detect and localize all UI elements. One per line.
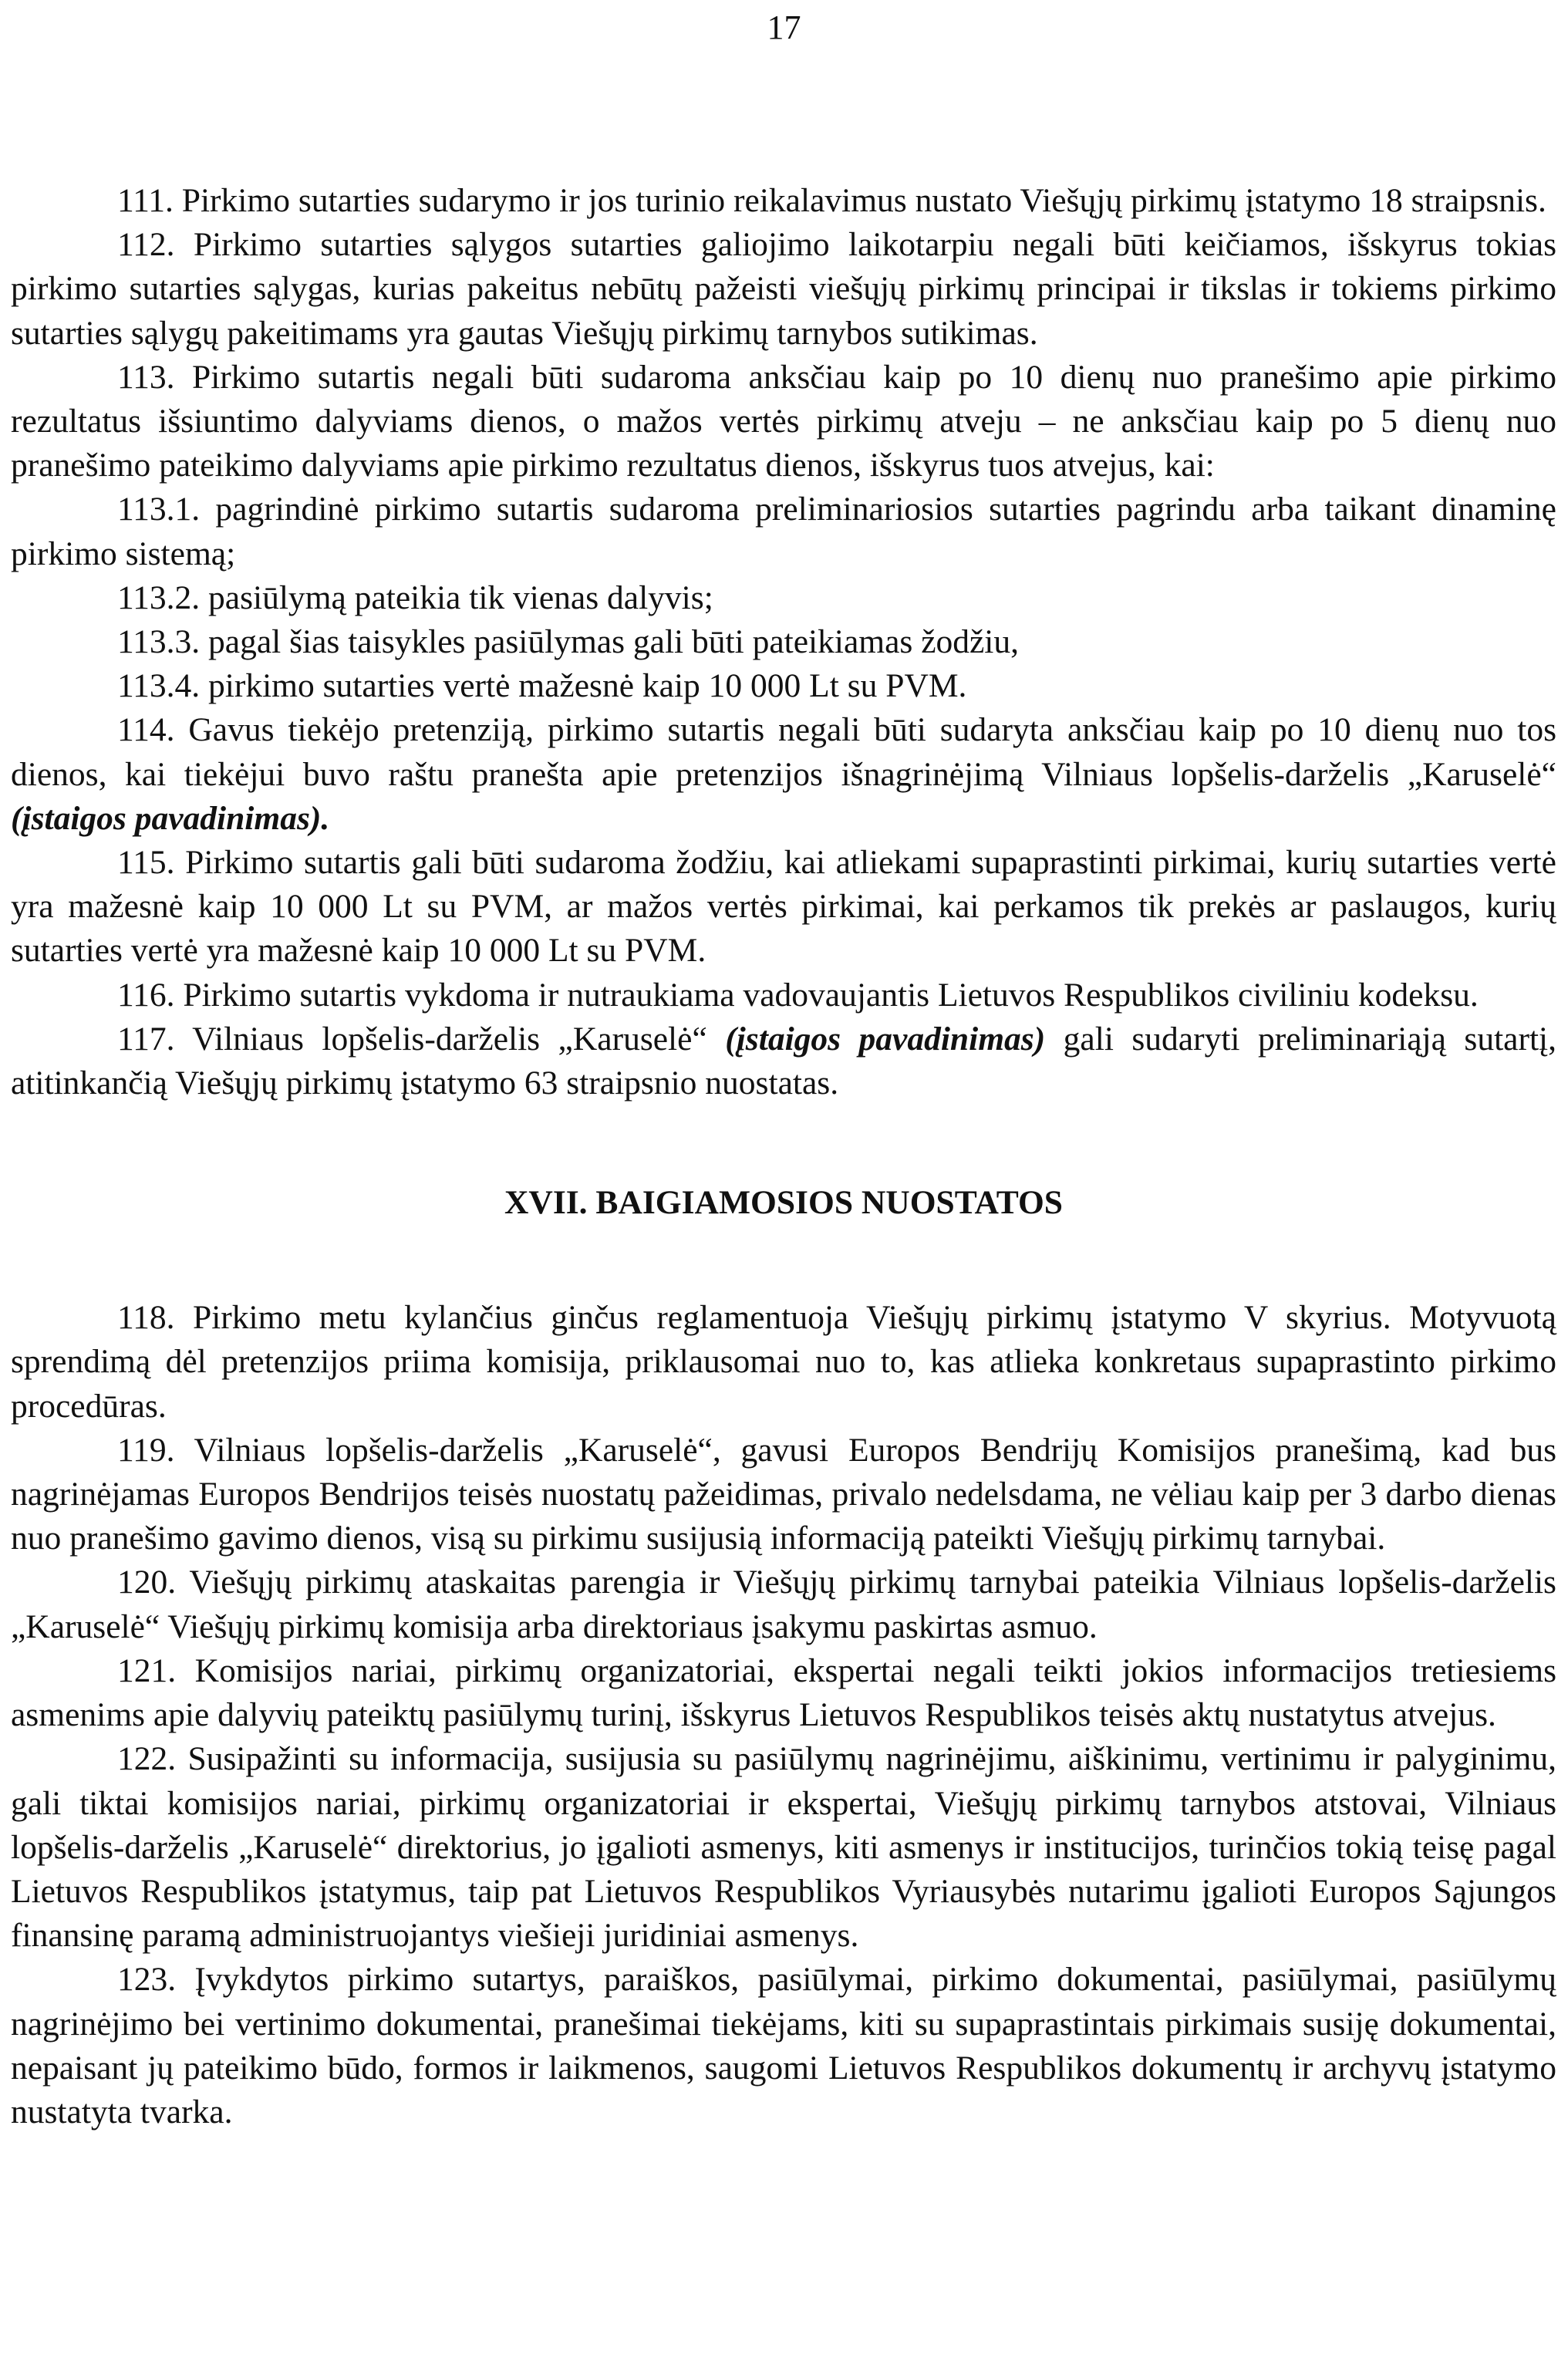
paragraph-113: 113. Pirkimo sutartis negali būti sudaroma anksčiau kaip po 10 dienų nuo pranešimo apie pirkimo rezultatus išsiuntimo dalyviams dienos, o mažos vertės pirkimų atveju – ne anksčiau kaip po 5 dienų nuo pranešimo pateikimo dalyviams apie pirkimo rezultatus dienos, išskyrus tuos atvejus, kai: (11, 358, 1556, 484)
institution-name-placeholder: (įstaigos pavadinimas) (725, 1020, 1046, 1058)
paragraph-114-text: 114. Gavus tiekėjo pretenziją, pirkimo sutartis negali būti sudaryta anksčiau kaip po 10 dienų nuo tos dienos, kai tiekėjui buvo raštu pranešta apie pretenzijos išnagrinėjimą Vilniaus lopšelis-darželis „Karuselė“ (11, 711, 1556, 793)
paragraph-117-text-before: 117. Vilniaus lopšelis-darželis „Karuselė“ (117, 1020, 726, 1058)
document-body (11, 179, 1556, 2134)
section-heading: XVII. BAIGIAMOSIOS NUOSTATOS (504, 1184, 1063, 1222)
page-number: 17 (767, 8, 801, 46)
paragraph-120: 120. Viešųjų pirkimų ataskaitas parengia ir Viešųjų pirkimų tarnybai pateikia Vilniaus lopšelis-darželis „Karuselė“ Viešųjų pirkimų komisija arba direktoriaus įsakymu paskirtas asmuo. (11, 1564, 1556, 1645)
institution-name-placeholder: (įstaigos pavadinimas). (11, 799, 330, 837)
paragraph-122: 122. Susipažinti su informacija, susijusia su pasiūlymų nagrinėjimu, aiškinimu, vertinimu ir palyginimu, gali tiktai komisijos nariai, pirkimų organizatoriai ir ekspertai, Viešųjų pirkimų tarnybos atstovai, Vilniaus lopšelis-darželis „Karuselė“ direktorius, jo įgalioti asmenys, kiti asmenys ir institucijos, turinčios tokią teisę pagal Lietuvos Respublikos įstatymus, taip pat Lietuvos Respublikos Vyriausybės nutarimu įgalioti Europos Sąjungos finansinę paramą administruojantys viešieji juridiniai asmenys. (11, 1740, 1556, 1955)
paragraph-117-text-after: gali sudaryti preliminariąją sutartį, atitinkančią Viešųjų pirkimų įstatymo 63 straipsnio nuostatas. (11, 1020, 1556, 1102)
paragraph-113-2: 113.2. pasiūlymą pateikia tik vienas dalyvis; (117, 579, 713, 616)
paragraph-112: 112. Pirkimo sutarties sąlygos sutarties galiojimo laikotarpiu negali būti keičiamos, išskyrus tokias pirkimo sutarties sąlygas, kurias pakeitus nebūtų pažeisti viešųjų pirkimų principai ir tikslas ir tokiems pirkimo sutarties sąlygų pakeitimams yra gautas Viešųjų pirkimų tarnybos sutikimas. (11, 226, 1556, 352)
paragraph-116: 116. Pirkimo sutartis vykdoma ir nutraukiama vadovaujantis Lietuvos Respublikos civiliniu kodeksu. (117, 976, 1479, 1014)
paragraph-123: 123. Įvykdytos pirkimo sutartys, paraiškos, pasiūlymai, pirkimo dokumentai, pasiūlymai, pasiūlymų nagrinėjimo bei vertinimo dokumentai, pranešimai tiekėjams, kiti su supaprastintais pirkimais susiję dokumentai, nepaisant jų pateikimo būdo, formos ir laikmenos, saugomi Lietuvos Respublikos dokumentų ir archyvų įstatymo nustatyta tvarka. (11, 1961, 1556, 2131)
paragraph-118: 118. Pirkimo metu kylančius ginčus reglamentuoja Viešųjų pirkimų įstatymo V skyrius. Motyvuotą sprendimą dėl pretenzijos priima komisija, priklausomai nuo to, kas atlieka konkretaus supaprastinto pirkimo procedūras. (11, 1299, 1556, 1425)
paragraph-115: 115. Pirkimo sutartis gali būti sudaroma žodžiu, kai atliekami supaprastinti pirkimai, kurių sutarties vertė yra mažesnė kaip 10 000 Lt su PVM, ar mažos vertės pirkimai, kai perkamos tik prekės ar paslaugos, kurių sutarties vertė yra mažesnė kaip 10 000 Lt su PVM. (11, 844, 1556, 970)
paragraph-117 (11, 1017, 1556, 1105)
paragraph-113-1: 113.1. pagrindinė pirkimo sutartis sudaroma preliminariosios sutarties pagrindu arba taikant dinaminę pirkimo sistemą; (11, 491, 1556, 572)
paragraph-111: 111. Pirkimo sutarties sudarymo ir jos turinio reikalavimus nustato Viešųjų pirkimų įstatymo 18 straipsnis. (117, 182, 1546, 219)
paragraph-119: 119. Vilniaus lopšelis-darželis „Karuselė“, gavusi Europos Bendrijų Komisijos pranešimą, kad bus nagrinėjamas Europos Bendrijos teisės nuostatų pažeidimas, privalo nedelsdama, ne vėliau kaip per 3 darbo dienas nuo pranešimo gavimo dienos, visą su pirkimu susijusią informaciją pateikti Viešųjų pirkimų tarnybai. (11, 1431, 1556, 1557)
paragraph-114 (11, 708, 1556, 841)
paragraph-121: 121. Komisijos nariai, pirkimų organizatoriai, ekspertai negali teikti jokios informacijos tretiesiems asmenims apie dalyvių pateiktų pasiūlymų turinį, išskyrus Lietuvos Respublikos teisės aktų nustatytus atvejus. (11, 1651, 1556, 1734)
paragraph-113-4: 113.4. pirkimo sutarties vertė mažesnė kaip 10 000 Lt su PVM. (117, 667, 967, 705)
paragraph-113-3: 113.3. pagal šias taisykles pasiūlymas gali būti pateikiamas žodžiu, (117, 623, 1020, 661)
